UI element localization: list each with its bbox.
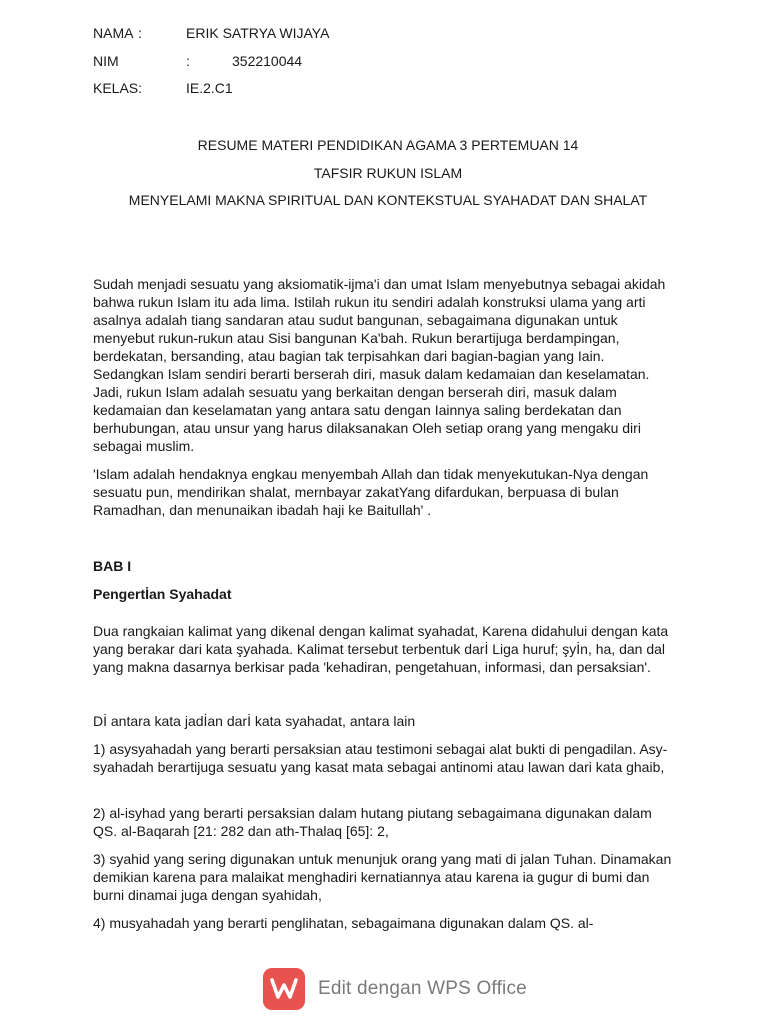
class-value: IE.2.C1 — [186, 80, 233, 96]
name-value: ERIK SATRYA WIJAYA — [186, 25, 330, 41]
definition-paragraph: Dua rangkaian kalimat yang dikenal dengan kalimat syahadat, Karena didahului dengan kata yang berakar dari kata şyahada. Kalimat tersebut terbentuk darİ Liga huruf; şyİn, ha, dan dal yang makna dasarnya berkisar pada 'kehadiran, pengetahuan, informasi, dan persaksian'. — [93, 623, 669, 675]
nim-colon: : — [186, 53, 190, 69]
name-colon: : — [138, 25, 142, 41]
hadith-quote-paragraph: 'Islam adalah hendaknya engkau menyembah Allah dan tidak menyekutukan-Nya dengan sesuatu pun, mendirikan shalat, mernbayar zakatYang difardukan, berpuasa di bulan Ramadhan, dan menunaikan ibadah haji ke Baitullah' . — [93, 466, 649, 518]
wps-office-logo-icon — [263, 968, 305, 1010]
document-subtitle: TAFSIR RUKUN ISLAM — [313, 165, 463, 181]
nim-value: 352210044 — [232, 53, 303, 69]
wps-w-glyph — [269, 976, 299, 1002]
intro-paragraph: Sudah menjadi sesuatu yang aksiomatik-ijma'i dan umat Islam menyebutnya sebagai akidah bahwa rukun Islam itu ada lima. Istilah rukun itu sendiri adalah konstruksi ulama yang arti asalnya adalah tiang sandaran atau sudut bangunan, sebagaimana digunakan untuk menyebut rukun-rukun atau Sisi bangunan Ka'bah. Rukun berartijuga berdampingan, berdekatan, bersanding, atau bagian tak terpisahkan dari bagian-bagian yang Iain. Sedangkan Islam sendiri berarti berserah diri, masuk dalam kedamaian dan keselamatan. Jadi, rukun Islam adalah sesuatu yang berkaitan dengan berserah diri, masuk dalam kedamaian dan keselamatan yang antara satu dengan Iainnya saling berdekatan dan berhubungan, atau unsur yang harus dilaksanakan Oleh setiap orang yang mengaku diri sebagai muslim. — [93, 276, 666, 454]
name-label: NAMA — [93, 25, 134, 41]
document-title: RESUME MATERI PENDIDIKAN AGAMA 3 PERTEMUAN 14 — [197, 137, 579, 153]
list-item: 3) syahid yang sering digunakan untuk menunjuk orang yang mati di jalan Tuhan. Dinamakan demikian karena para malaikat menghadiri kernatiannya atau karena ia gugur di bumi dan burni dinamai juga dengan syahidah, — [93, 851, 672, 903]
list-item: 1) asysyahadah yang berarti persaksian atau testimoni sebagai alat bukti di pengadilan. Asy-syahadah berartijuga sesuatu yang kasat mata sebagai antinomi atau lawan dari kata ghaib, — [93, 741, 668, 775]
nim-label: NIM — [93, 53, 119, 69]
class-label: KELAS: — [93, 80, 143, 96]
document-tagline: MENYELAMI MAKNA SPIRITUAL DAN KONTEKSTUAL SYAHADAT DAN SHALAT — [128, 192, 648, 208]
chapter-heading: BAB I — [93, 558, 132, 574]
list-item: 2) al-isyhad yang berarti persaksian dalam hutang piutang sebagaimana digunakan dalam QS. al-Baqarah [21: 282 dan ath-Thalaq [65]: 2, — [93, 805, 652, 839]
list-item: 4) musyahadah yang berarti penglihatan, sebagaimana digunakan dalam QS. al- — [93, 915, 594, 931]
section-heading: Pengertİan Syahadat — [93, 586, 232, 602]
wps-edit-banner[interactable] — [263, 968, 527, 1010]
list-intro-paragraph: Dİ antara kata jadİan darİ kata syahadat, antara lain — [93, 713, 416, 729]
edit-with-wps-text[interactable]: Edit dengan WPS Office — [318, 978, 527, 999]
